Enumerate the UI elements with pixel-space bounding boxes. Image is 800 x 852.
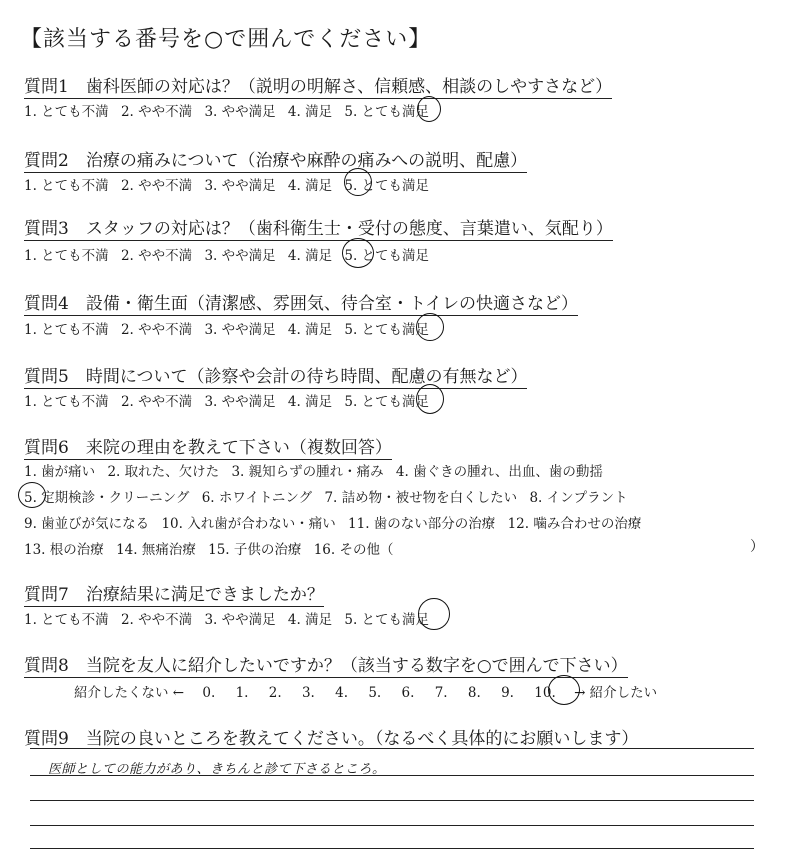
answer-line-3 (30, 800, 754, 801)
q6-option-4[interactable]: 4. 歯ぐきの腫れ、出血、歯の動揺 (395, 464, 603, 480)
question-6-row-3 (24, 512, 649, 532)
q6-option-12[interactable]: 12. 噛み合わせの治療 (507, 516, 642, 532)
q1-option-5[interactable]: 5. とても満足 (344, 104, 430, 120)
question-5-options (24, 390, 437, 410)
q2-option-5[interactable]: 5. とても満足 (344, 178, 430, 194)
q8-score-7[interactable]: 7. (434, 685, 448, 701)
q6-option-6[interactable]: 6. ホワイトニング (201, 490, 313, 506)
q5-option-1[interactable]: 1. とても不満 (24, 394, 109, 410)
q3-option-2[interactable]: 2. やや不満 (120, 248, 193, 264)
q8-score-5[interactable]: 5. (368, 685, 382, 701)
q1-option-1[interactable]: 1. とても不満 (24, 104, 109, 120)
question-3-title: 質問3 スタッフの対応は？（歯科衛生士・受付の態度、言葉遣い、気配り） (24, 214, 613, 241)
question-5-title: 質問5 時間について（診察や会計の待ち時間、配慮の有無など） (24, 362, 527, 389)
question-7-title: 質問7 治療結果に満足できましたか？ (24, 580, 324, 607)
q2-selected-circle (344, 168, 372, 196)
question-1-options (24, 100, 437, 120)
q6-option-10[interactable]: 10. 入れ歯が合わない・痛い (161, 516, 336, 532)
q1-option-2[interactable]: 2. やや不満 (120, 104, 193, 120)
q6-option-14[interactable]: 14. 無痛治療 (116, 542, 196, 558)
q9-handwritten-answer: 医師としての能力があり、きちんと診て下さるところ。 (48, 762, 386, 777)
q6-option-9[interactable]: 9. 歯並びが気になる (24, 516, 150, 532)
q6-other-close-paren: ） (750, 539, 764, 555)
question-2-options (24, 174, 437, 194)
q5-option-4[interactable]: 4. 満足 (287, 394, 333, 410)
form-header: 【該当する番号を○で囲んでください】 (20, 27, 432, 52)
q8-score-10[interactable]: 10. (534, 685, 556, 701)
question-1-title: 質問1 歯科医師の対応は？（説明の明解さ、信頼感、相談のしやすさなど） (24, 72, 612, 99)
q6-option-3[interactable]: 3. 親知らずの腫れ・痛み (231, 464, 384, 480)
q5-option-3[interactable]: 3. やや満足 (204, 394, 276, 410)
q5-option-2[interactable]: 2. やや不満 (120, 394, 193, 410)
answer-line-1 (30, 748, 754, 749)
question-6-row-2 (24, 486, 636, 506)
q5-option-5[interactable]: 5. とても満足 (344, 394, 430, 410)
q6-option-7[interactable]: 7. 詰め物・被せ物を白くしたい (324, 490, 518, 506)
q6-option-16[interactable]: 16. その他（ (313, 542, 394, 558)
question-8-title: 質問8 当院を友人に紹介したいですか？（該当する数字を○で囲んで下さい） (24, 651, 628, 678)
q8-score-2[interactable]: 2. (268, 685, 282, 701)
answer-line-5 (30, 848, 754, 849)
q3-option-4[interactable]: 4. 満足 (287, 248, 333, 264)
q3-selected-circle (342, 238, 374, 268)
q6-option-11[interactable]: 11. 歯のない部分の治療 (348, 516, 496, 532)
question-2-title: 質問2 治療の痛みについて（治療や麻酔の痛みへの説明、配慮） (24, 146, 527, 173)
question-3-options (24, 244, 437, 264)
q7-option-5[interactable]: 5. とても満足 (344, 612, 430, 628)
q2-option-1[interactable]: 1. とても不満 (24, 178, 109, 194)
q1-option-4[interactable]: 4. 満足 (287, 104, 333, 120)
q4-option-1[interactable]: 1. とても不満 (24, 322, 109, 338)
question-9-title: 質問9 当院の良いところを教えてください。（なるべく具体的にお願いします） (24, 729, 639, 749)
q7-selected-circle (418, 598, 450, 630)
q7-option-3[interactable]: 3. やや満足 (204, 612, 276, 628)
q8-score-3[interactable]: 3. (301, 685, 315, 701)
q3-option-5[interactable]: 5. とても満足 (344, 248, 430, 264)
q2-option-2[interactable]: 2. やや不満 (120, 178, 193, 194)
q8-score-0[interactable]: 0. (202, 685, 216, 701)
q2-option-3[interactable]: 3. やや満足 (204, 178, 276, 194)
question-6-title: 質問6 来院の理由を教えて下さい（複数回答） (24, 433, 392, 460)
q3-option-1[interactable]: 1. とても不満 (24, 248, 109, 264)
q6-selected-circle (18, 482, 46, 508)
q8-score-6[interactable]: 6. (401, 685, 415, 701)
answer-line-4 (30, 825, 754, 826)
q5-selected-circle (416, 384, 444, 414)
q8-right-label: → 紹介したい (574, 685, 658, 701)
question-7-options (24, 608, 437, 628)
q8-left-label: 紹介したくない ← (74, 685, 185, 701)
q8-score-8[interactable]: 8. (467, 685, 481, 701)
q8-score-9[interactable]: 9. (501, 685, 514, 701)
q7-option-4[interactable]: 4. 満足 (287, 612, 333, 628)
q4-option-2[interactable]: 2. やや不満 (120, 322, 193, 338)
question-4-title: 質問4 設備・衛生面（清潔感、雰囲気、待合室・トイレの快適さなど） (24, 289, 578, 316)
q4-option-3[interactable]: 3. やや満足 (204, 322, 276, 338)
q4-selected-circle (416, 313, 444, 341)
q1-option-3[interactable]: 3. やや満足 (204, 104, 276, 120)
question-6-row-4 (24, 538, 401, 558)
q6-option-5[interactable]: 5. 定期検診・クリーニング (24, 490, 190, 506)
q6-option-15[interactable]: 15. 子供の治療 (208, 542, 302, 558)
q8-score-1[interactable]: 1. (235, 685, 249, 701)
q6-option-13[interactable]: 13. 根の治療 (24, 542, 104, 558)
q8-selected-circle (548, 675, 580, 705)
q4-option-5[interactable]: 5. とても満足 (344, 322, 430, 338)
q8-score-4[interactable]: 4. (335, 685, 349, 701)
q4-option-4[interactable]: 4. 満足 (287, 322, 333, 338)
answer-line-2 (30, 775, 754, 776)
q7-option-2[interactable]: 2. やや不満 (120, 612, 193, 628)
q6-option-2[interactable]: 2. 取れた、欠けた (107, 464, 220, 480)
q7-option-1[interactable]: 1. とても不満 (24, 612, 109, 628)
question-6-row-1 (24, 460, 611, 480)
question-4-options (24, 318, 437, 338)
q2-option-4[interactable]: 4. 満足 (287, 178, 333, 194)
q3-option-3[interactable]: 3. やや満足 (204, 248, 276, 264)
q6-option-1[interactable]: 1. 歯が痛い (24, 464, 96, 480)
q1-selected-circle (417, 96, 441, 122)
q6-option-8[interactable]: 8. インプラント (529, 490, 628, 506)
